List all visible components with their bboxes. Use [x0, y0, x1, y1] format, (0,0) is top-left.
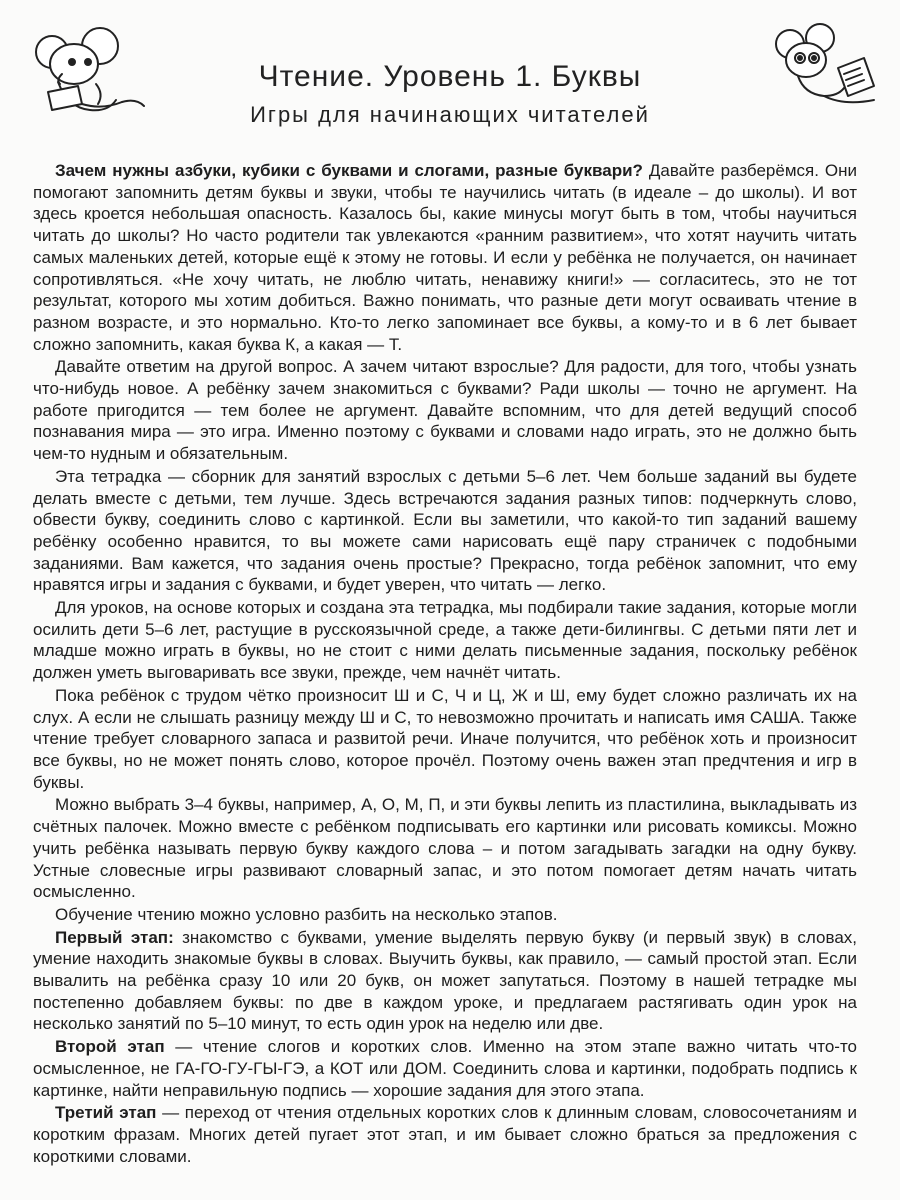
paragraph	[33, 794, 857, 903]
paragraph-text: Давайте разберёмся. Они помогают запомнить детям буквы и звуки, чтобы те научились читать (в идеале – до школы). И вот здесь кроется небольшая опасность. Казалось бы, какие минусы могут быть в том, чтобы научиться читать до школы? Но часто родители так увлекаются «ранним развитием», что хотят научить читать самых маленьких детей, которые ещё к этому не готовы. И если у ребёнка не получается, он начинает сопротивляться. «Не хочу читать, не люблю читать, ненавижу книги!» — согласитесь, это не тот результат, которого мы хотим добиться. Важно понимать, что разные дети могут осваивать чтение в разном возрасте, и это нормально. Кто-то легко запоминает все буквы, а кому-то и в 6 лет бывает сложно запомнить, какая буква К, а какая — Т.	[33, 161, 857, 354]
page-title: Чтение. Уровень 1. Буквы	[258, 60, 642, 93]
paragraph-text: Можно выбрать 3–4 буквы, например, А, О, М, П, и эти буквы лепить из пластилина, выкладывать из счётных палочек. Можно вместе с ребёнком подписывать его картинки или рисовать комиксы. Можно учить ребёнка называть первую букву каждого слова – и потом загадывать загадки на одну букву. Устные словесные игры развивают словарный запас, и это потом помогает детям начать читать осмысленно.	[33, 795, 857, 902]
paragraph-bold-lead: Первый этап:	[55, 927, 174, 947]
paragraph	[33, 1102, 857, 1167]
paragraph-bold-lead: Второй этап	[55, 1037, 165, 1057]
paragraph-text: Пока ребёнок с трудом чётко произносит Ш и С, Ч и Ц, Ж и Ш, ему будет сложно различать их на слух. А если не слышать разницу между Ш и С, то невозможно прочитать и написать имя САША. Также чтение требует словарного запаса и развитой речи. Иначе получится, что ребёнок хоть и произносит все буквы, но не может понять слово, которое прочёл. Поэтому очень важен этап предчтения и игр в буквы.	[33, 685, 857, 792]
paragraph	[33, 927, 857, 1036]
paragraph-text: Давайте ответим на другой вопрос. А зачем читают взрослые? Для радости, для того, чтобы узнать что-нибудь новое. А ребёнку зачем знакомиться с буквами? Ради школы — точно не аргумент. На работе пригодится — тем более не аргумент. Давайте вспомним, что для детей ведущий способ познавания мира — это игра. Именно поэтому с буквами и словами надо играть, это не должно быть чем-то нудным и обязательным.	[33, 357, 857, 464]
paragraph	[33, 685, 857, 794]
paragraph-text: Для уроков, на основе которых и создана эта тетрадка, мы подбирали такие задания, которые могли осилить дети 5–6 лет, растущие в русскоязычной среде, а также дети-билингвы. С детьми пяти лет и младше можно играть в буквы, но не стоит с ними делать письменные задания, поскольку ребёнок должен уметь выговаривать все звуки, прежде, чем начнёт читать.	[33, 598, 857, 683]
body-text	[33, 160, 857, 1168]
paragraph	[33, 466, 857, 596]
paragraph-bold-lead: Третий этап	[55, 1103, 157, 1123]
header	[0, 60, 900, 128]
paragraph	[33, 1036, 857, 1101]
paragraph-text: — переход от чтения отдельных коротких слов к длинным словам, словосочетаниям и коротким фразам. Многих детей пугает этот этап, и им бывает сложно браться за предложения с короткими словами.	[33, 1103, 858, 1166]
paragraph	[33, 597, 857, 684]
paragraph	[33, 160, 857, 355]
paragraph	[33, 356, 857, 465]
paragraph-bold-lead: Зачем нужны азбуки, кубики с буквами и слогами, разные буквари?	[55, 161, 643, 180]
paragraph-text: Обучение чтению можно условно разбить на несколько этапов.	[55, 904, 558, 924]
paragraph-text: — чтение слогов и коротких слов. Именно на этом этапе важно читать что-то осмысленное, не ГА-ГО-ГУ-ГЫ-ГЭ, а КОТ или ДОМ. Соединить слова и картинки, подобрать подпись к картинке, найти неправильную подпись — хорошие задания для этого этапа.	[33, 1037, 857, 1100]
page-subtitle: Игры для начинающих читателей	[250, 102, 650, 127]
paragraph-text: Эта тетрадка — сборник для занятий взрослых с детьми 5–6 лет. Чем больше заданий вы будете делать вместе с детьми, тем лучше. Здесь встречаются задания разных типов: подчеркнуть слово, обвести букву, соединить слово с картинкой. Если вы заметили, что какой-то тип заданий вашему ребёнку особенно нравится, то вы можете сами нарисовать ещё пару страничек с подобными заданиями. Вам кажется, что задания очень простые? Прекрасно, тогда ребёнок запомнит, что ему нравятся игры и задания с буквами, и будет уверен, что читать — легко.	[33, 466, 857, 595]
paragraph-text: знакомство с буквами, умение выделять первую букву (и первый звук) в словах, умение находить знакомые буквы в словах. Выучить буквы, как правило, — самый простой этап. Если вывалить на ребёнка сразу 10 или 20 букв, он может запутаться. Поэтому в нашей тетрадке мы постепенно добавляем буквы: по две в каждом уроке, и предлагаем растягивать один урок на несколько занятий по 5–10 минут, то есть один урок на неделю или две.	[33, 927, 858, 1034]
paragraph	[33, 904, 857, 926]
